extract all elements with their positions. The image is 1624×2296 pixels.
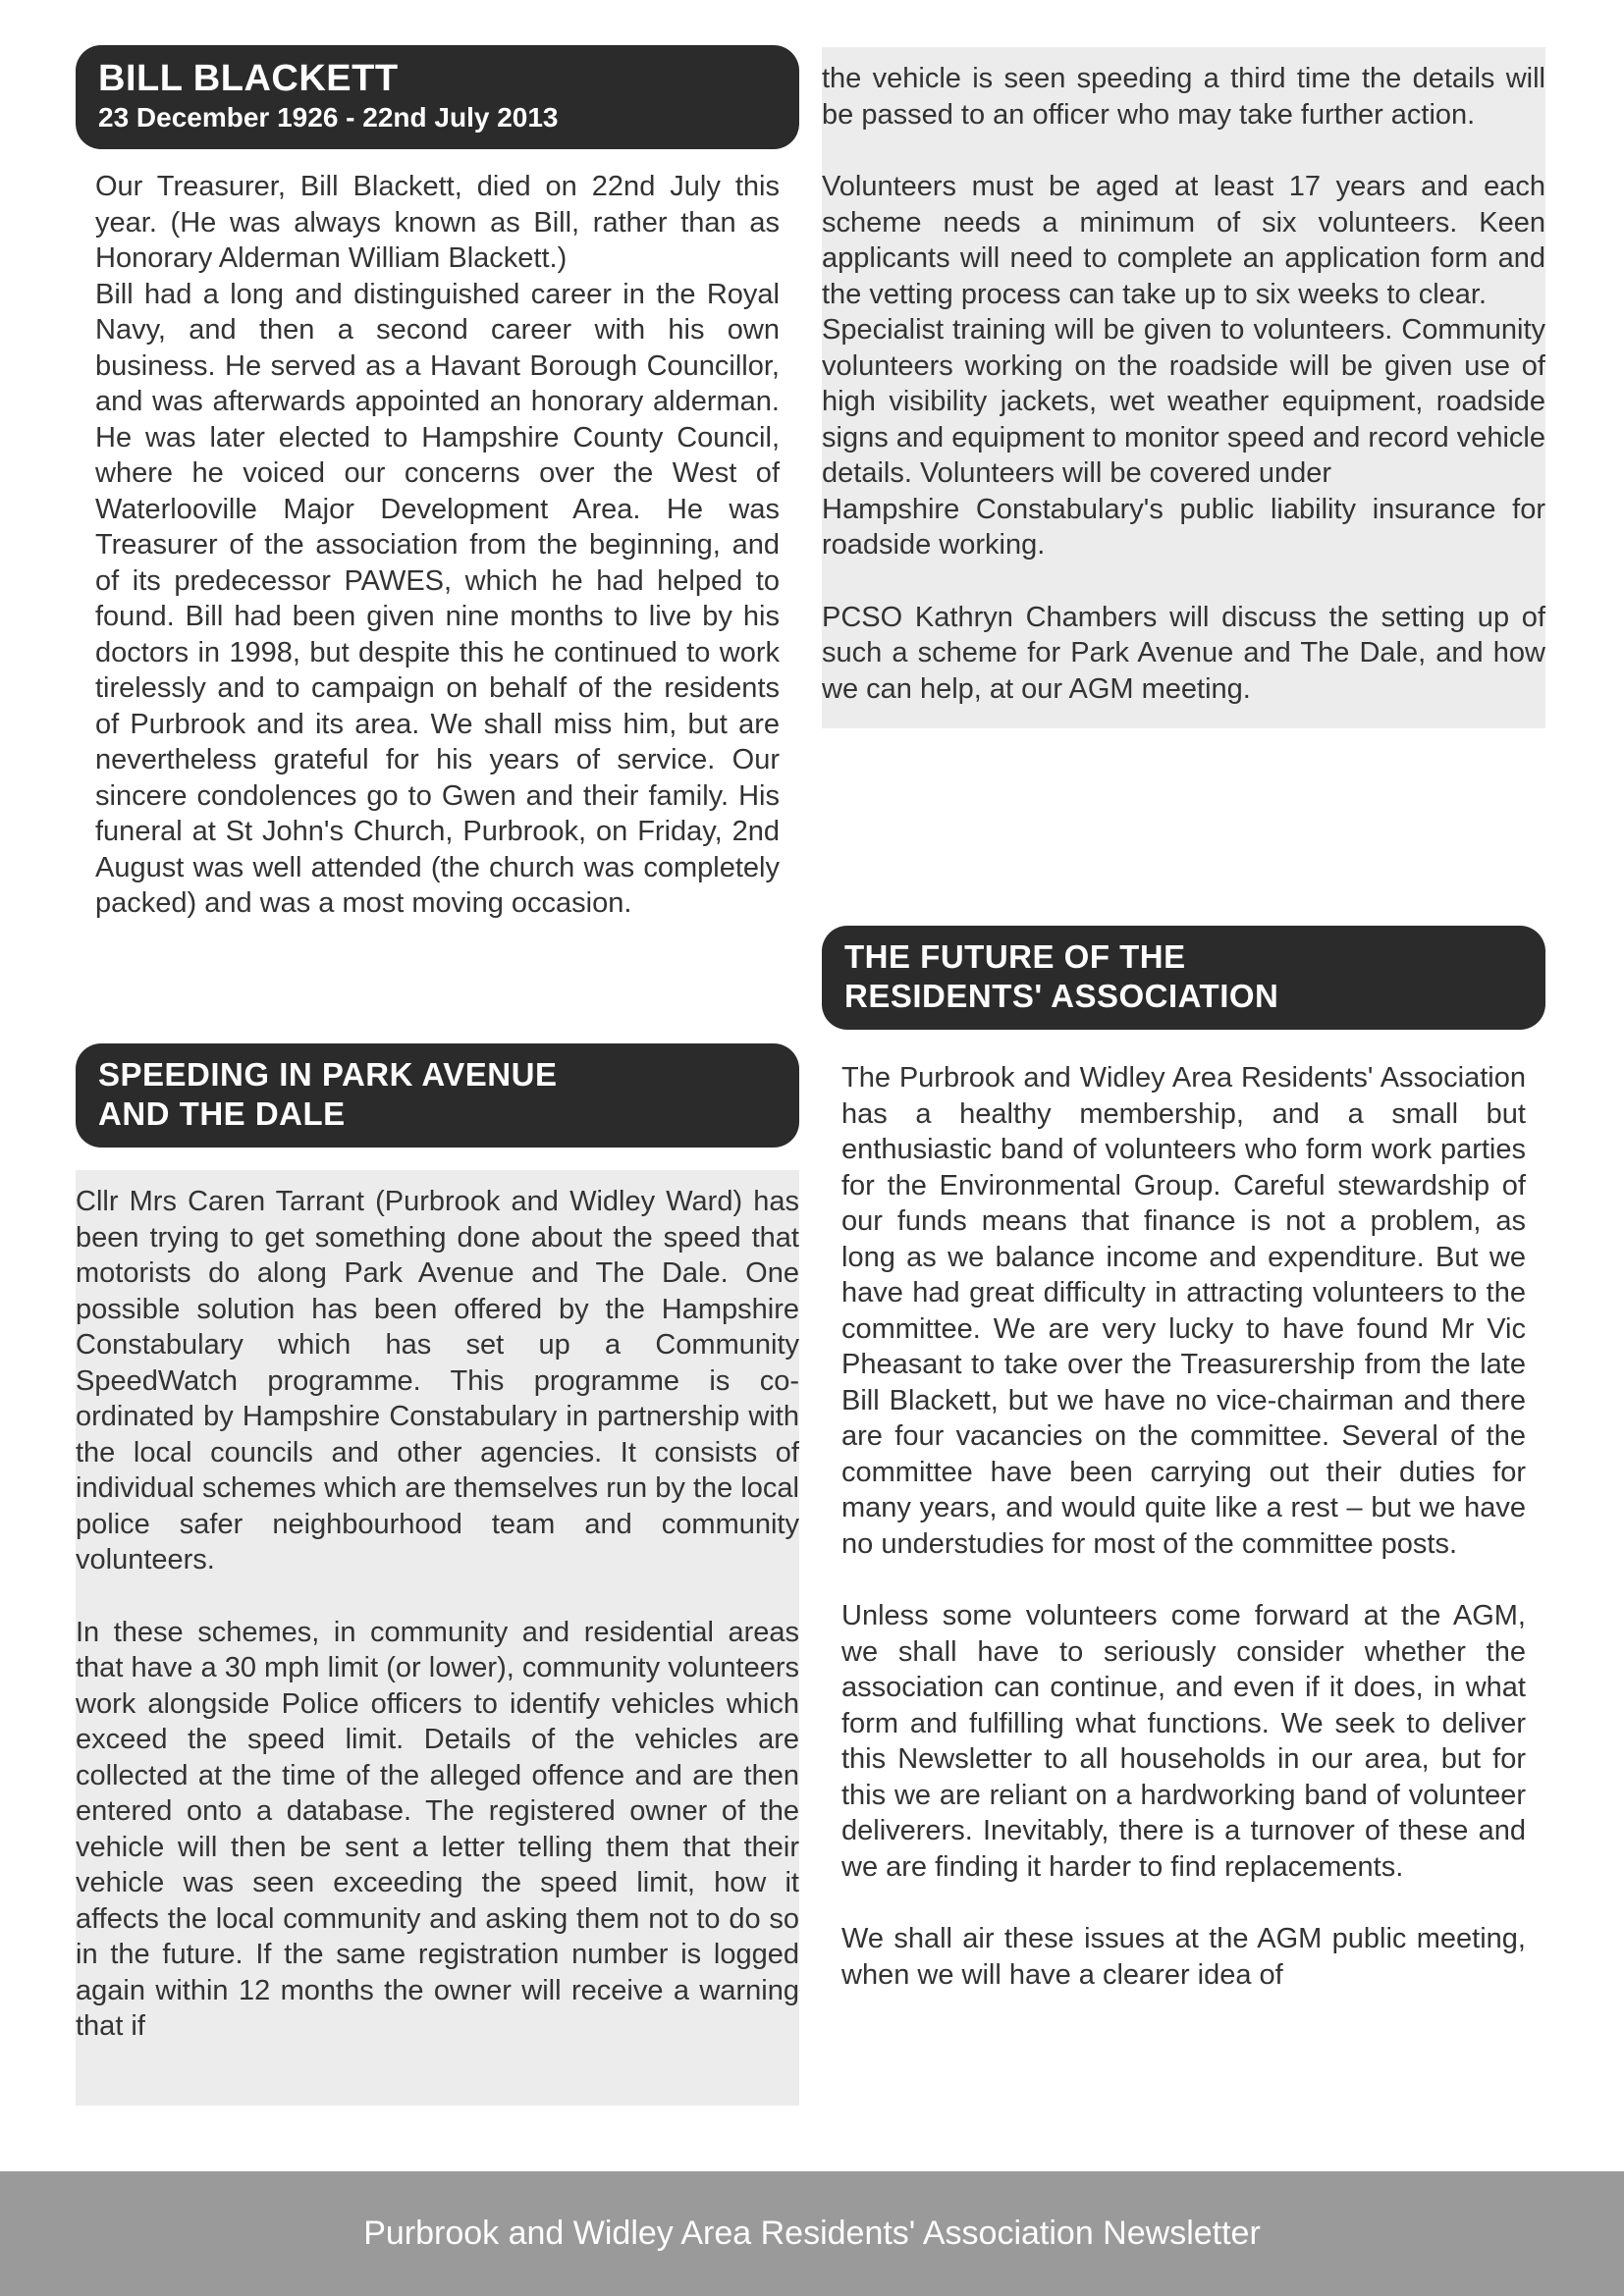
article-dates-bill-blackett: 23 December 1926 - 22nd July 2013 [98, 102, 559, 133]
paragraph: Volunteers must be aged at least 17 years and each scheme needs a minimum of six volunteers. Keen applicants will need to complete an application form and the vetting process can take up to six weeks to clear. [822, 171, 1545, 310]
paragraph: In these schemes, in community and residential areas that have a 30 mph limit (or lower), community volunteers work alongside Police officers to identify vehicles which exceed the speed limit. Details of the vehicles are collected at the time of the alleged offence and are then entered onto a database. The registered owner of the vehicle will then be sent a letter telling them that their vehicle was seen exceeding the speed limit, how it affects the local community and asking them not to do so in the future. If the same registration number is logged again within 12 months the owner will receive a warning that if [76, 1616, 799, 2042]
paragraph: PCSO Kathryn Chambers will discuss the setting up of such a scheme for Park Avenue and The Dale, and how we can help, at our AGM meeting. [822, 601, 1545, 705]
paragraph: Our Treasurer, Bill Blackett, died on 22nd July this year. (He was always known as Bill, rather than as Honorary Alderman William Blackett.) [95, 171, 780, 274]
section-header-speeding [76, 1043, 799, 1148]
paragraph: Bill had a long and distinguished career in the Royal Navy, and then a second career with his own business. He served as a Havant Borough Councillor, and was afterwards appointed an honorary alderman. He was later elected to Hampshire County Council, where he voiced our concerns over the West of Waterlooville Major Development Area. He was Treasurer of the association from the beginning, and of its predecessor PAWES, which he had helped to found. Bill had been given nine months to live by his doctors in 1998, but despite this he continued to work tirelessly and to campaign on behalf of the residents of Purbrook and its area. We shall miss him, but are nevertheless grateful for his years of service. Our sincere condolences go to Gwen and their family. His funeral at St John's Church, Purbrook, on Friday, 2nd August was well attended (the church was completely packed) and was a most moving occasion. [95, 278, 780, 919]
article-bill-blackett-body [76, 169, 799, 922]
paragraph: We shall air these issues at the AGM public meeting, when we will have a clearer idea of [841, 1923, 1526, 1991]
paragraph: Unless some volunteers come forward at the AGM, we shall have to seriously consider whether the association can continue, and even if it does, in what form and fulfilling what functions. We seek to deliver this Newsletter to all households in our area, but for this we are reliant on a hardworking band of volunteer deliverers. Inevitably, there is a turnover of these and we are finding it harder to find replacements. [841, 1600, 1526, 1883]
paragraph: The Purbrook and Widley Area Residents' Association has a healthy membership, and a small but enthusiastic band of volunteers who form work parties for the Environmental Group. Careful stewardship of our funds means that finance is not a problem, as long as we balance income and expenditure. But we have had great difficulty in attracting volunteers to the committee. We are very lucky to have found Mr Vic Pheasant to take over the Treasurership from the late Bill Blackett, but we have no vice-chairman and there are four vacancies on the committee. Several of the committee have been carrying out their duties for many years, and would quite like a rest – but we have no understudies for most of the committee posts. [841, 1062, 1526, 1560]
paragraph: the vehicle is seen speeding a third time the details will be passed to an officer who may take further action. [822, 63, 1545, 131]
article-future-body [822, 1060, 1545, 1993]
section-header-bill-blackett [76, 45, 799, 149]
article-speeding-continued [822, 47, 1545, 728]
paragraph: Specialist training will be given to volunteers. Community volunteers working on the roadside will be given use of high visibility jackets, wet weather equipment, roadside signs and equipment to monitor speed and record vehicle details. Volunteers will be covered under [822, 314, 1545, 489]
paragraph: Hampshire Constabulary's public liability insurance for roadside working. [822, 493, 1545, 561]
article-speeding-body [76, 1170, 799, 2106]
article-title-future-line2: RESIDENTS' ASSOCIATION [844, 978, 1279, 1014]
paragraph: Cllr Mrs Caren Tarrant (Purbrook and Widley Ward) has been trying to get something done about the speed that motorists do along Park Avenue and The Dale. One possible solution has been offered by the Hampshire Constabulary which has set up a Community SpeedWatch programme. This programme is co-ordinated by Hampshire Constabulary in partnership with the local councils and other agencies. It consists of individual schemes which are themselves run by the local police safer neighbourhood team and community volunteers. [76, 1186, 799, 1575]
footer-bar [0, 2171, 1624, 2296]
footer-text: Purbrook and Widley Area Residents' Association Newsletter [363, 2215, 1261, 2252]
article-title-speeding-line2: AND THE DALE [98, 1095, 346, 1132]
article-title-speeding-line1: SPEEDING IN PARK AVENUE [98, 1056, 558, 1093]
article-title-future-line1: THE FUTURE OF THE [844, 938, 1186, 975]
article-title-bill-blackett: BILL BLACKETT [98, 58, 399, 99]
section-header-future [822, 926, 1545, 1030]
